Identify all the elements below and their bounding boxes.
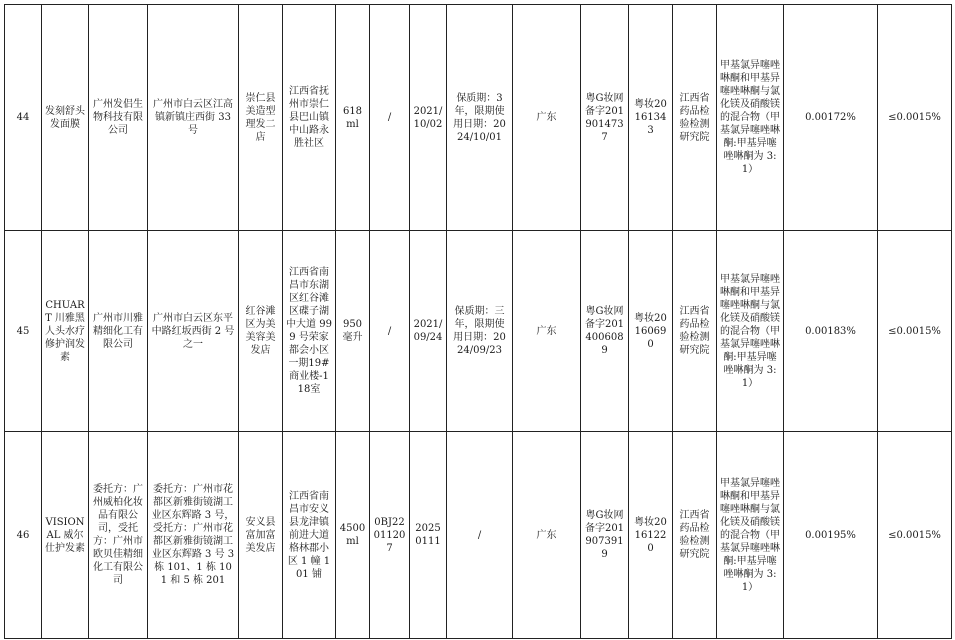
cell-manufacturer: 广州市川雅精细化工有限公司 <box>89 231 148 432</box>
cell-result: 0.00195% <box>784 432 878 639</box>
cell-license-no: 粤妆20161220 <box>629 432 673 639</box>
cell-seller-address: 江西省南昌市东湖区红谷滩区碟子湖中大道 999 号荣家都会小区一期19#商业楼-118室 <box>283 231 336 432</box>
cell-seller: 安义县富加富美发店 <box>239 432 283 639</box>
cell-manufacturer: 广州发侣生物科技有限公司 <box>89 5 148 231</box>
cell-shelf-life: 保质期：三年，限期使用日期：2024/09/23 <box>447 231 513 432</box>
cell-item: 甲基氯异噻唑啉酮和甲基异噻唑啉酮与氯化镁及硝酸镁的混合物（甲基氯异噻唑啉酮:甲基异噻唑啉酮为 3:1） <box>717 432 784 639</box>
cell-no: 46 <box>5 432 42 639</box>
cell-seller: 红谷滩区为美美容美发店 <box>239 231 283 432</box>
cell-license-no: 粤妆20161343 <box>629 5 673 231</box>
cell-limit: ≤0.0015% <box>878 432 952 639</box>
cell-province: 广东 <box>513 432 581 639</box>
cell-filing-no: 粤G妆网备字2014006089 <box>581 231 629 432</box>
cell-result: 0.00172% <box>784 5 878 231</box>
cell-prod-date: 2021/10/02 <box>410 5 447 231</box>
cell-spec: 4500ml <box>336 432 370 639</box>
cell-license-no: 粤妆20160690 <box>629 231 673 432</box>
cell-result: 0.00183% <box>784 231 878 432</box>
sampling-results-table <box>4 4 952 639</box>
cell-product: CHUART 川雅黑人头水疗修护润发素 <box>42 231 89 432</box>
cell-product: 发刻舒头发面膜 <box>42 5 89 231</box>
cell-seller-address: 江西省抚州市崇仁县巴山镇中山路永胜社区 <box>283 5 336 231</box>
cell-manufacturer-address: 广州市白云区东平中路红坂西街 2 号之一 <box>148 231 239 432</box>
cell-province: 广东 <box>513 231 581 432</box>
cell-item: 甲基氯异噻唑啉酮和甲基异噻唑啉酮与氯化镁及硝酸镁的混合物（甲基氯异噻唑啉酮:甲基异噻唑啉酮为 3:1） <box>717 231 784 432</box>
cell-item: 甲基氯异噻唑啉酮和甲基异噻唑啉酮与氯化镁及硝酸镁的混合物（甲基氯异噻唑啉酮:甲基异噻唑啉酮为 3:1） <box>717 5 784 231</box>
cell-shelf-life: / <box>447 432 513 639</box>
cell-manufacturer-address: 广州市白云区江高镇新镇庄西街 33 号 <box>148 5 239 231</box>
cell-prod-date: 20250111 <box>410 432 447 639</box>
cell-spec: 618ml <box>336 5 370 231</box>
cell-spec: 950毫升 <box>336 231 370 432</box>
cell-lab: 江西省药品检验检测研究院 <box>673 432 717 639</box>
cell-prod-date: 2021/09/24 <box>410 231 447 432</box>
cell-no: 44 <box>5 5 42 231</box>
table-row <box>5 231 952 432</box>
cell-manufacturer-address: 委托方：广州市花都区新雅街镜湖工业区东辉路 3 号，受托方：广州市花都区新雅街镜湖工业区东辉路 3 号 3 栋 101、1 栋 101 和 5 栋 201 <box>148 432 239 639</box>
cell-seller-address: 江西省南昌市安义县龙津镇前进大道格林郡小区 1 幢 101 铺 <box>283 432 336 639</box>
cell-lab: 江西省药品检验检测研究院 <box>673 5 717 231</box>
cell-lab: 江西省药品检验检测研究院 <box>673 231 717 432</box>
cell-manufacturer: 委托方：广州威柏化妆品有限公司，受托方：广州市欧贝佳精细化工有限公司 <box>89 432 148 639</box>
cell-filing-no: 粤G妆网备字2019014737 <box>581 5 629 231</box>
cell-filing-no: 粤G妆网备字2019073919 <box>581 432 629 639</box>
table-row <box>5 432 952 639</box>
cell-shelf-life: 保质期：3年，限期使用日期：2024/10/01 <box>447 5 513 231</box>
cell-limit: ≤0.0015% <box>878 5 952 231</box>
cell-batch: / <box>370 231 410 432</box>
cell-seller: 崇仁县美造型理发二店 <box>239 5 283 231</box>
cell-batch: 0BJ22011207 <box>370 432 410 639</box>
cell-product: VISIONAL 威尔仕护发素 <box>42 432 89 639</box>
table-row <box>5 5 952 231</box>
cell-province: 广东 <box>513 5 581 231</box>
cell-limit: ≤0.0015% <box>878 231 952 432</box>
cell-no: 45 <box>5 231 42 432</box>
cell-batch: / <box>370 5 410 231</box>
